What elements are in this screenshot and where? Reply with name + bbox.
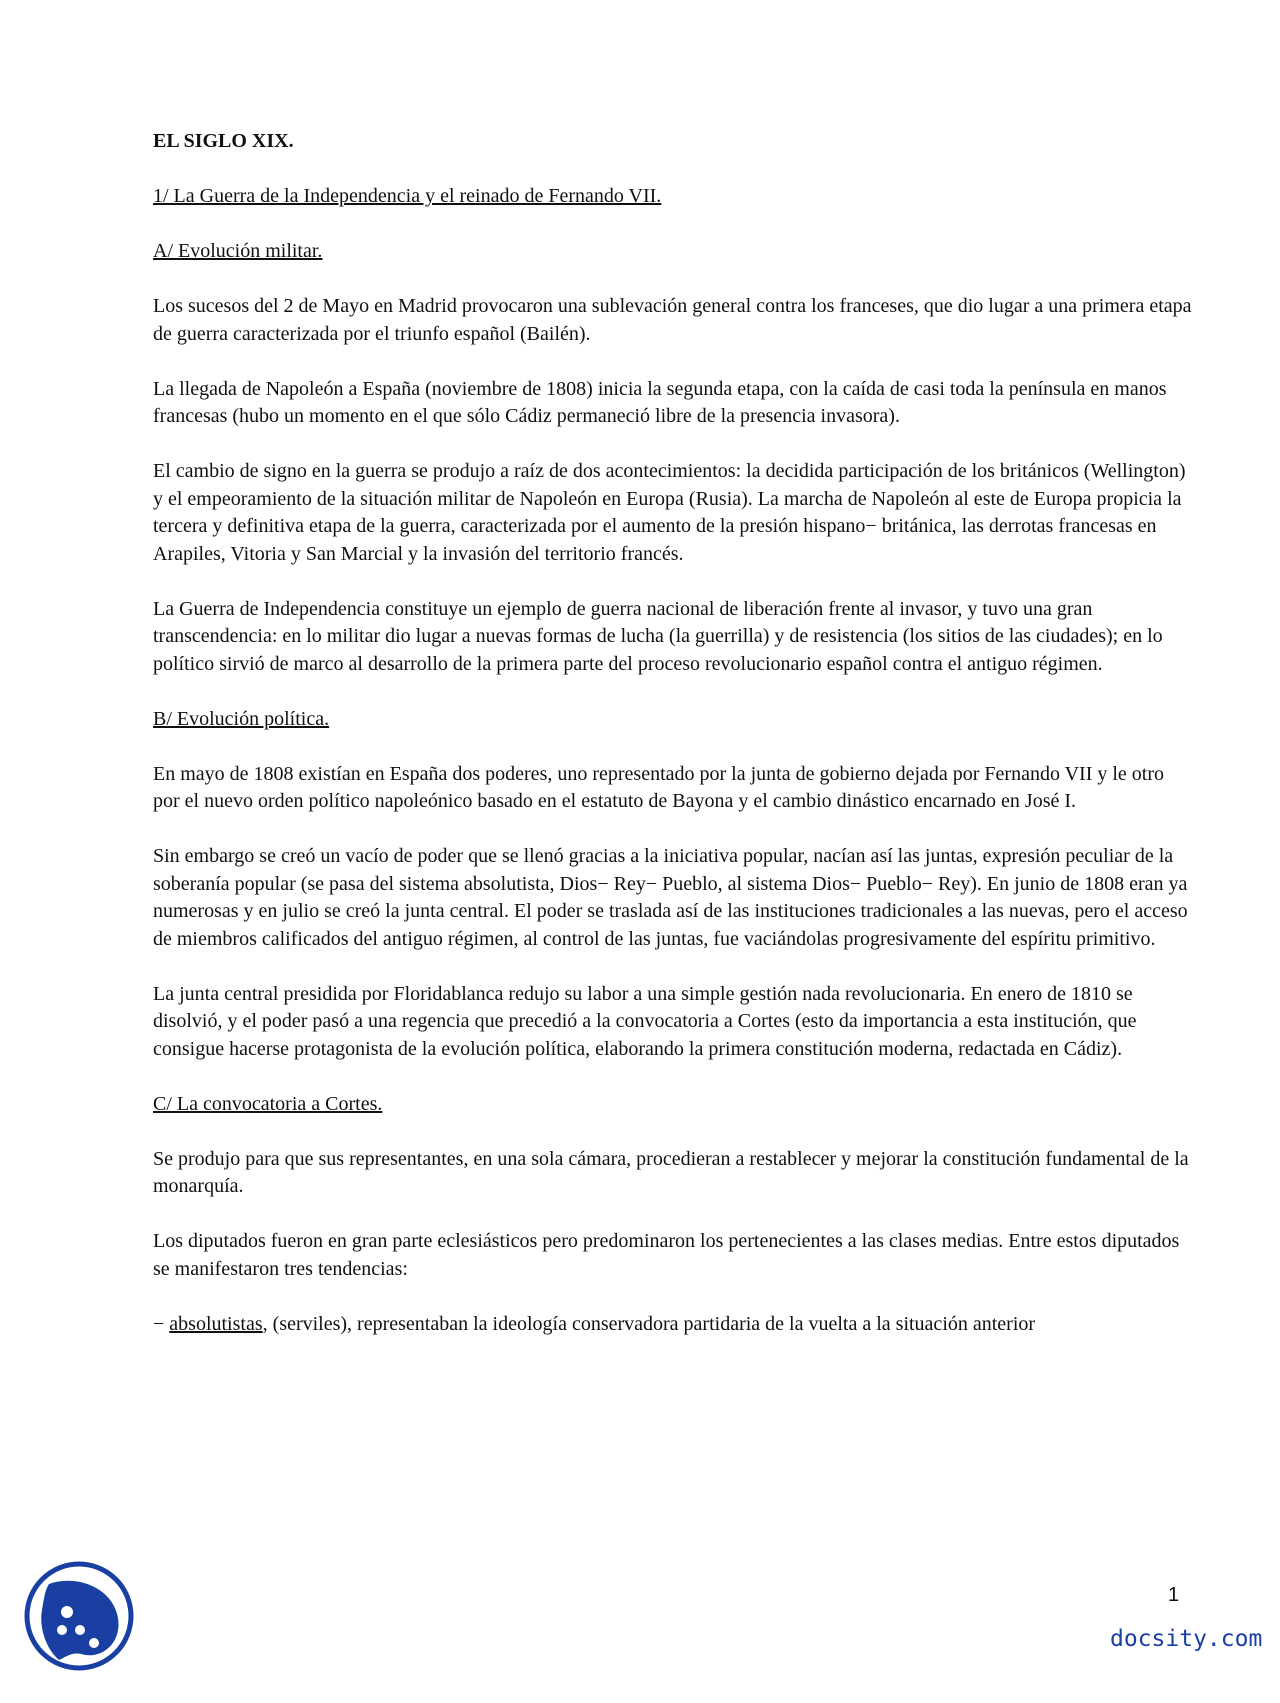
docsity-link[interactable]: docsity.com: [1110, 1626, 1263, 1652]
section-heading: 1/ La Guerra de la Independencia y el reinado de Fernando VII.: [153, 185, 662, 207]
paragraph: La junta central presidida por Floridablanca redujo su labor a una simple gestión nada revolucionaria. En enero de 1810 se disolvió, y el poder pasó a una regencia que precedió a la convocatoria a Cortes (esto da importancia a esta institución, que consigue hacerse protagonista de la evolución política, elaborando la primera constitución moderna, redactada en Cádiz).: [153, 982, 1137, 1060]
paragraph: La llegada de Napoleón a España (noviembre de 1808) inicia la segunda etapa, con la caída de casi toda la península en manos francesas (hubo un momento en el que sólo Cádiz permaneció libre de la presencia invasora).: [153, 377, 1167, 427]
paragraph: En mayo de 1808 existían en España dos poderes, uno representado por la junta de gobierno dejada por Fernando VII y le otro por el nuevo orden político napoleónico basado en el estatuto de Bayona y el cambio dinástico encarnado en José I.: [153, 762, 1165, 812]
docsity-logo-icon[interactable]: [23, 1560, 135, 1672]
list-dash: −: [153, 1312, 170, 1335]
document-title: EL SIGLO XIX.: [153, 130, 294, 152]
page-number: 1: [1168, 1584, 1180, 1606]
subsection-heading-c: C/ La convocatoria a Cortes.: [153, 1092, 383, 1115]
paragraph: La Guerra de Independencia constituye un ejemplo de guerra nacional de liberación frente al invasor, y tuvo una gran transcendencia: en lo militar dio lugar a nuevas formas de lucha (la guerrilla) y de resistencia (los sitios de las ciudades); en lo político sirvió de marco al desarrollo de la primera parte del proceso revolucionario español contra el antiguo régimen.: [153, 597, 1163, 675]
paragraph: Los sucesos del 2 de Mayo en Madrid provocaron una sublevación general contra los franceses, que dio lugar a una primera etapa de guerra caracterizada por el triunfo español (Bailén).: [153, 295, 1192, 345]
paragraph: Los diputados fueron en gran parte eclesiásticos pero predominaron los pertenecientes a las clases medias. Entre estos diputados se manifestaron tres tendencias:: [153, 1230, 1180, 1280]
paragraph: Sin embargo se creó un vacío de poder que se llenó gracias a la iniciativa popular, nacían así las juntas, expresión peculiar de la soberanía popular (se pasa del sistema absolutista, Dios− Rey− Pueblo, al sistema Dios− Pueblo− Rey). En junio de 1808 eran ya numerosas y en julio se creó la junta central. El poder se traslada así de las instituciones tradicionales a las nuevas, pero el acceso de miembros calificados del antiguo régimen, al control de las juntas, fue vaciándolas progresivamente del espíritu primitivo.: [153, 845, 1188, 950]
subsection-heading-b: B/ Evolución política.: [153, 707, 330, 730]
subsection-heading-a: A/ Evolución militar.: [153, 240, 323, 262]
paragraph: Se produjo para que sus representantes, en una sola cámara, procedieran a restablecer y mejorar la constitución fundamental de la monarquía.: [153, 1147, 1189, 1197]
list-item: [153, 1311, 1193, 1339]
list-item-text: , (serviles), representaban la ideología conservadora partidaria de la vuelta a la situación anterior: [262, 1312, 1036, 1335]
document-body: [153, 128, 1193, 1366]
paragraph: El cambio de signo en la guerra se produjo a raíz de dos acontecimientos: la decidida participación de los británicos (Wellington) y el empeoramiento de la situación militar de Napoleón en Europa (Rusia). La marcha de Napoleón al este de Europa propicia la tercera y definitiva etapa de la guerra, caracterizada por el aumento de la presión hispano− británica, las derrotas francesas en Arapiles, Vitoria y San Marcial y la invasión del territorio francés.: [153, 460, 1186, 565]
list-term: absolutistas: [169, 1312, 263, 1335]
